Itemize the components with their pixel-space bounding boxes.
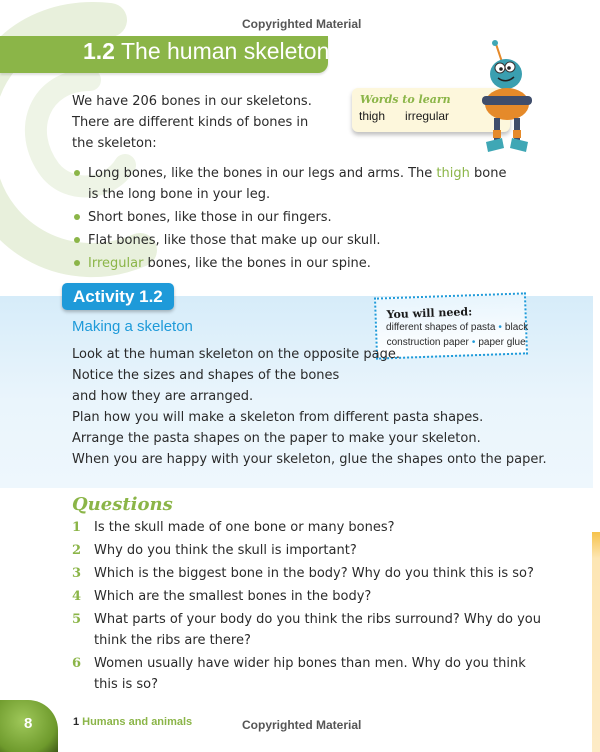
keyword-thigh: thigh — [436, 166, 470, 181]
question-number: 6 — [72, 656, 82, 671]
page-edge-tab — [592, 532, 600, 752]
activity-step: Notice the sizes and shapes of the bones — [72, 368, 340, 383]
list-item: Irregular bones, like the bones in our spine. — [72, 253, 512, 274]
activity-step: Look at the human skeleton on the opposite page. — [72, 347, 401, 362]
list-item: Flat bones, like those that make up our skull. — [72, 230, 512, 251]
intro-line: There are different kinds of bones in — [72, 115, 309, 130]
question-item: 6 Women usually have wider hip bones than men. Why do you think this is so? — [72, 653, 542, 695]
copyright-header: Copyrighted Material — [242, 17, 362, 31]
question-item: 2 Why do you think the skull is important? — [72, 540, 542, 561]
vocab-word: irregular — [405, 109, 450, 123]
question-item: 3 Which is the biggest bone in the body? Why do you think this is so? — [72, 563, 542, 584]
chapter-label — [73, 716, 192, 728]
activity-subtitle: Making a skeleton — [72, 318, 193, 335]
intro-line: We have 206 bones in our skeletons. — [72, 94, 312, 109]
questions-list — [72, 517, 542, 697]
activity-step: and how they are arranged. — [72, 389, 254, 404]
copyright-footer: Copyrighted Material — [242, 718, 362, 732]
section-title-bar — [0, 36, 328, 73]
section-title — [83, 38, 329, 65]
question-item: 4 Which are the smallest bones in the body? — [72, 586, 542, 607]
intro-line: the skeleton: — [72, 136, 157, 151]
vocab-word: thigh — [359, 109, 386, 123]
materials-line: different shapes of pasta • black — [386, 321, 529, 333]
intro-paragraph — [72, 91, 322, 154]
you-will-need-title: You will need: — [386, 305, 473, 322]
section-number: 1.2 — [83, 38, 115, 64]
page-number-badge — [0, 700, 58, 752]
page-number: 8 — [24, 715, 33, 732]
words-list — [359, 109, 449, 123]
question-number: 3 — [72, 566, 82, 581]
question-number: 2 — [72, 543, 82, 558]
robot-mascot-icon — [470, 38, 540, 156]
question-number: 1 — [72, 520, 82, 535]
activity-step: Arrange the pasta shapes on the paper to make your skeleton. — [72, 431, 481, 446]
words-to-learn-title: Words to learn — [360, 93, 451, 106]
activity-step: Plan how you will make a skeleton from different pasta shapes. — [72, 410, 484, 425]
bone-types-list — [72, 163, 512, 276]
question-item: 5 What parts of your body do you think the ribs surround? Why do you think the ribs are there? — [72, 609, 542, 651]
questions-title: Questions — [72, 494, 173, 515]
question-number: 5 — [72, 612, 82, 627]
list-item: Long bones, like the bones in our legs and arms. The thigh bone is the long bone in your leg. — [72, 163, 512, 205]
chapter-title: Humans and animals — [82, 716, 193, 728]
chapter-number: 1 — [73, 716, 80, 728]
section-title-text: The human skeleton — [120, 38, 330, 64]
activity-step: When you are happy with your skeleton, glue the shapes onto the paper. — [72, 452, 547, 467]
question-item: 1 Is the skull made of one bone or many bones? — [72, 517, 542, 538]
list-item: Short bones, like those in our fingers. — [72, 207, 512, 228]
keyword-irregular: Irregular — [88, 256, 144, 271]
activity-steps — [72, 344, 547, 470]
materials-line: construction paper • paper glue — [386, 336, 526, 348]
activity-badge: Activity 1.2 — [62, 283, 174, 310]
question-number: 4 — [72, 589, 82, 604]
